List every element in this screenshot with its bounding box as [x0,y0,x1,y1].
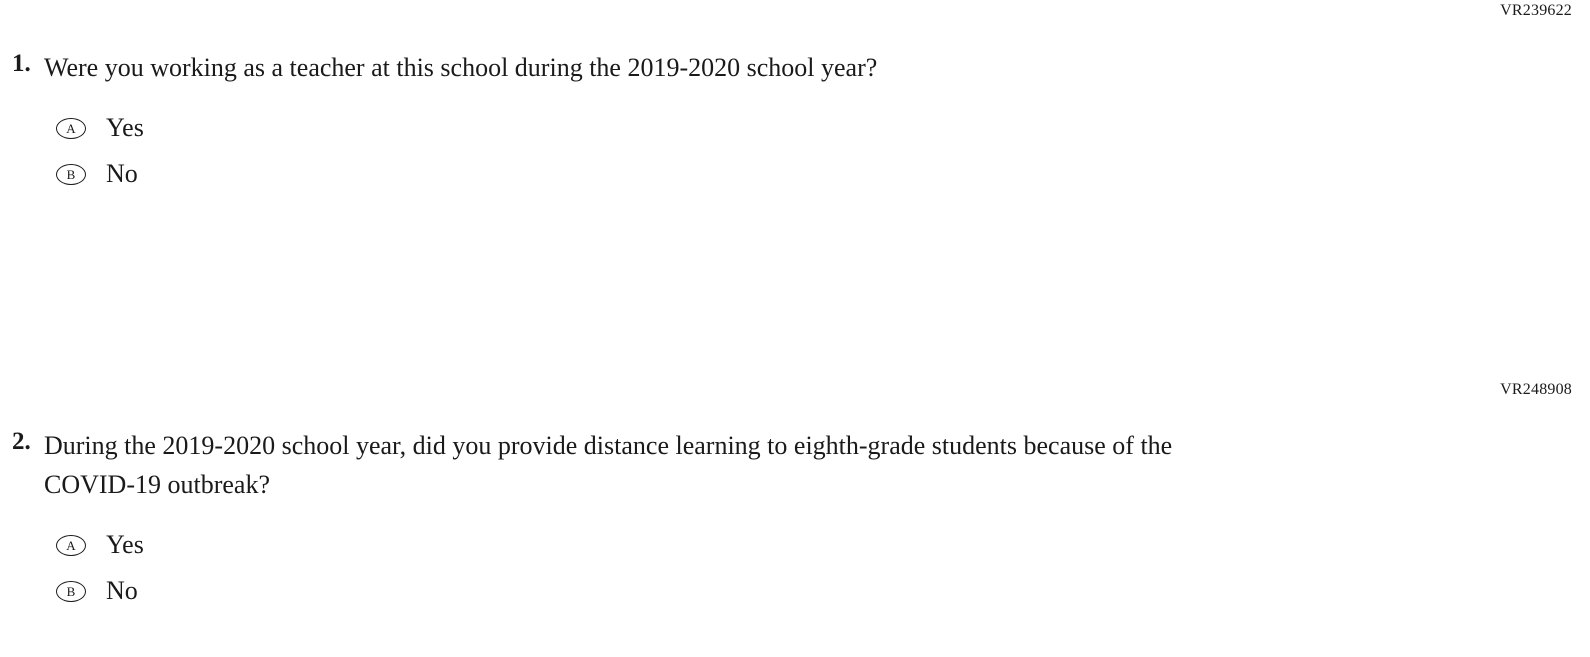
answer-bubble-icon[interactable]: A [56,118,86,139]
question-block-1 [0,48,1400,197]
question-2-text: During the 2019-2020 school year, did you provide distance learning to eighth-grade students because of the COVID-19 outbreak? [44,431,1173,499]
item-code-question-1: VR239622 [1500,2,1572,19]
question-2-option-b[interactable] [56,568,1400,614]
question-1-row [0,48,1400,87]
question-2-option-a[interactable] [56,522,1400,568]
question-block-2 [0,426,1400,614]
item-code-question-2: VR248908 [1500,381,1572,398]
question-1-option-b[interactable] [56,151,1400,197]
question-2-option-b-label: No [106,576,138,605]
question-2-options [0,522,1400,614]
question-2-number: 2. [12,428,31,455]
question-2-option-a-label: Yes [106,530,144,559]
question-1-number: 1. [12,50,31,77]
question-1-option-a[interactable] [56,105,1400,151]
question-1-option-a-label: Yes [106,113,144,142]
question-1-option-b-label: No [106,159,138,188]
answer-bubble-icon[interactable]: B [56,164,86,185]
question-2-row [0,426,1400,504]
answer-bubble-icon[interactable]: A [56,535,86,556]
answer-bubble-icon[interactable]: B [56,581,86,602]
question-1-text: Were you working as a teacher at this school during the 2019-2020 school year? [44,53,878,82]
question-1-options [0,105,1400,197]
